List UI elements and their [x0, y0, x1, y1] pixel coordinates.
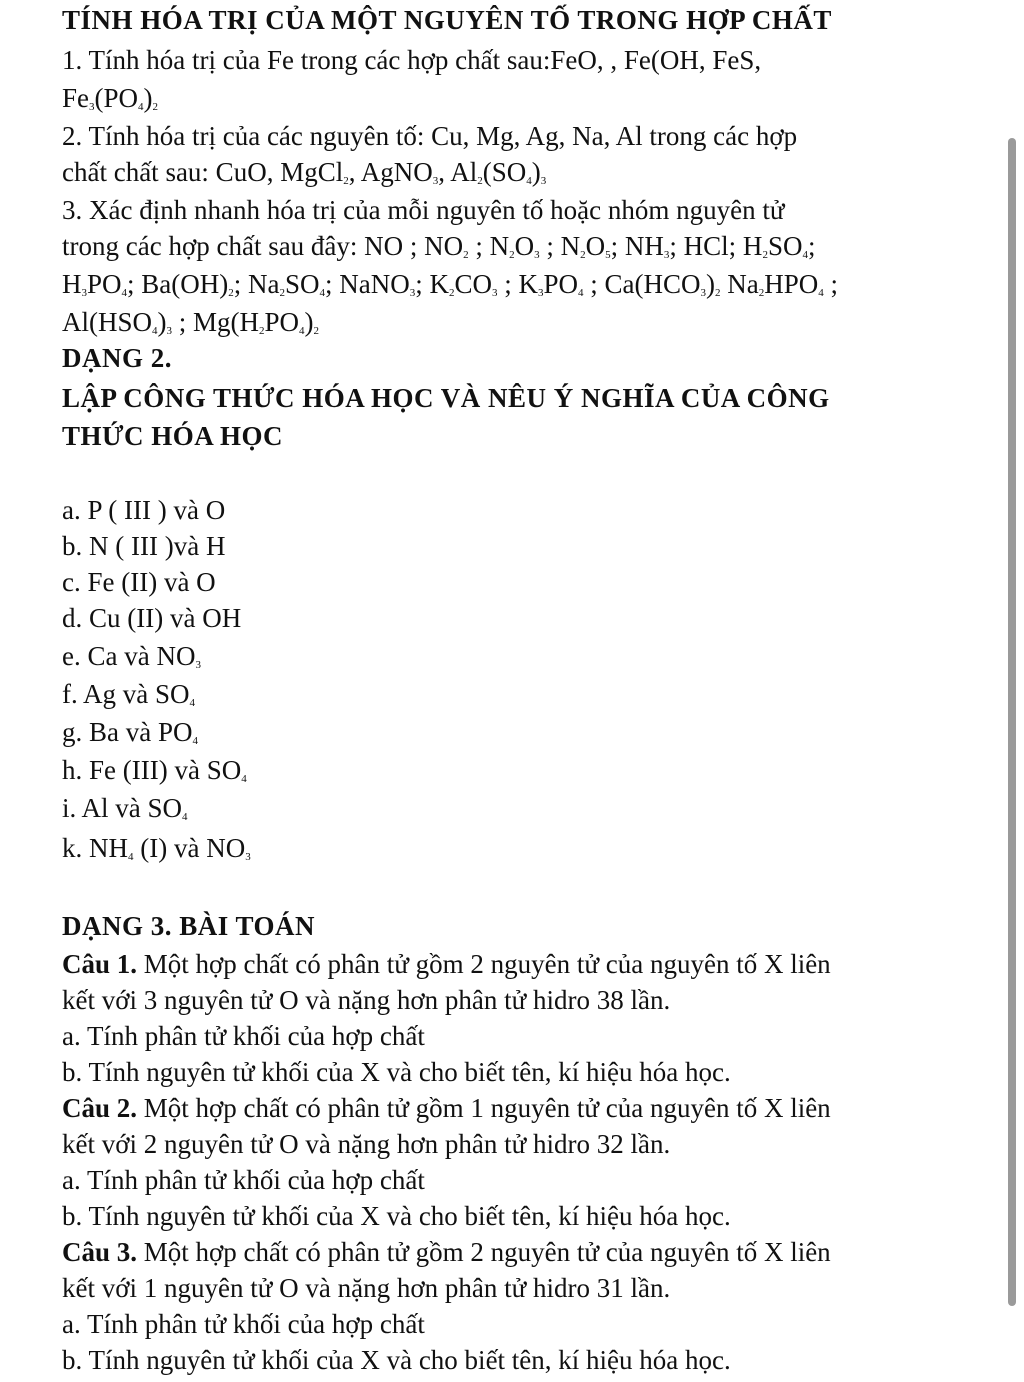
list-item: g. Ba và $PO_4$: [62, 717, 198, 747]
exercise-3-line-2: trong các hợp chất sau đây: NO ; $NO_2$ ; $N_2O_3$ ; $N_2O_5$; $NH_3$; HCl; $H_2SO_4$;: [62, 231, 816, 261]
vertical-scrollbar[interactable]: [1008, 138, 1016, 1306]
list-item: a. P ( III ) và O: [62, 495, 226, 525]
question-2-line-1: Câu 2. Một hợp chất có phân tử gồm 1 nguyên tử của nguyên tố X liên: [62, 1093, 831, 1123]
section-title-lap-cong-thuc-2: THỨC HÓA HỌC: [62, 421, 284, 451]
section-title-dang-3: DẠNG 3. BÀI TOÁN: [62, 911, 316, 941]
question-1-part-b: b. Tính nguyên tử khối của X và cho biết tên, kí hiệu hóa học.: [62, 1057, 731, 1087]
question-3-line-1: Câu 3. Một hợp chất có phân tử gồm 2 nguyên tử của nguyên tố X liên: [62, 1237, 831, 1267]
question-2-part-a: a. Tính phân tử khối của hợp chất: [62, 1165, 425, 1195]
list-item: d. Cu (II) và OH: [62, 603, 242, 633]
exercise-3-line-1: 3. Xác định nhanh hóa trị của mỗi nguyên tố hoặc nhóm nguyên tử: [62, 195, 785, 225]
question-2-line-2: kết với 2 nguyên tử O và nặng hơn phân tử hidro 32 lần.: [62, 1129, 671, 1159]
question-1-line-1: Câu 1. Một hợp chất có phân tử gồm 2 nguyên tử của nguyên tố X liên: [62, 949, 831, 979]
exercise-3-line-4: $Al(HSO_4)_3$ ; $Mg(H_2PO_4)_2$: [62, 307, 320, 337]
question-3-part-b: b. Tính nguyên tử khối của X và cho biết tên, kí hiệu hóa học.: [62, 1345, 731, 1375]
section-title-hoa-tri: TÍNH HÓA TRỊ CỦA MỘT NGUYÊN TỐ TRONG HỢP CHẤT: [62, 5, 832, 35]
exercise-2-line-1: 2. Tính hóa trị của các nguyên tố: Cu, Mg, Ag, Na, Al trong các hợp: [62, 121, 798, 151]
question-3-line-2: kết với 1 nguyên tử O và nặng hơn phân tử hidro 31 lần.: [62, 1273, 671, 1303]
exercise-1-line-2: $Fe_3(PO_4)_2$: [62, 83, 159, 113]
exercise-3-line-3: $H_3PO_4$; $Ba(OH)_2$; $Na_2SO_4$; NaNO$_3$; $K_2CO_3$ ; $K_3PO_4$ ; $Ca(HCO_3)_2$ $Na_2HPO_4$ ;: [62, 269, 839, 299]
section-title-dang-2: DẠNG 2.: [62, 343, 172, 373]
list-item: b. N ( III )và H: [62, 531, 226, 561]
question-2-part-b: b. Tính nguyên tử khối của X và cho biết tên, kí hiệu hóa học.: [62, 1201, 731, 1231]
section-title-lap-cong-thuc-1: LẬP CÔNG THỨC HÓA HỌC VÀ NÊU Ý NGHĨA CỦA CÔNG: [62, 383, 830, 413]
list-item: i. Al và $SO_4$: [62, 793, 188, 823]
question-1-part-a: a. Tính phân tử khối của hợp chất: [62, 1021, 425, 1051]
list-item: c. Fe (II) và O: [62, 567, 216, 597]
list-item: k. $NH_4$ (I) và $NO_3$: [62, 833, 251, 863]
exercise-2-line-2: chất chất sau: CuO, MgCl$_2$, AgNO$_3$, $Al_2(SO_4)_3$: [62, 157, 547, 187]
list-item: e. Ca và $NO_3$: [62, 641, 201, 671]
list-item: h. Fe (III) và $SO_4$: [62, 755, 247, 785]
question-3-part-a: a. Tính phân tử khối của hợp chất: [62, 1309, 425, 1339]
exercise-1-line-1: 1. Tính hóa trị của Fe trong các hợp chất sau:FeO, , Fe(OH, FeS,: [62, 45, 762, 75]
question-1-line-2: kết với 3 nguyên tử O và nặng hơn phân tử hidro 38 lần.: [62, 985, 671, 1015]
list-item: f. Ag và $SO_4$: [62, 679, 195, 709]
